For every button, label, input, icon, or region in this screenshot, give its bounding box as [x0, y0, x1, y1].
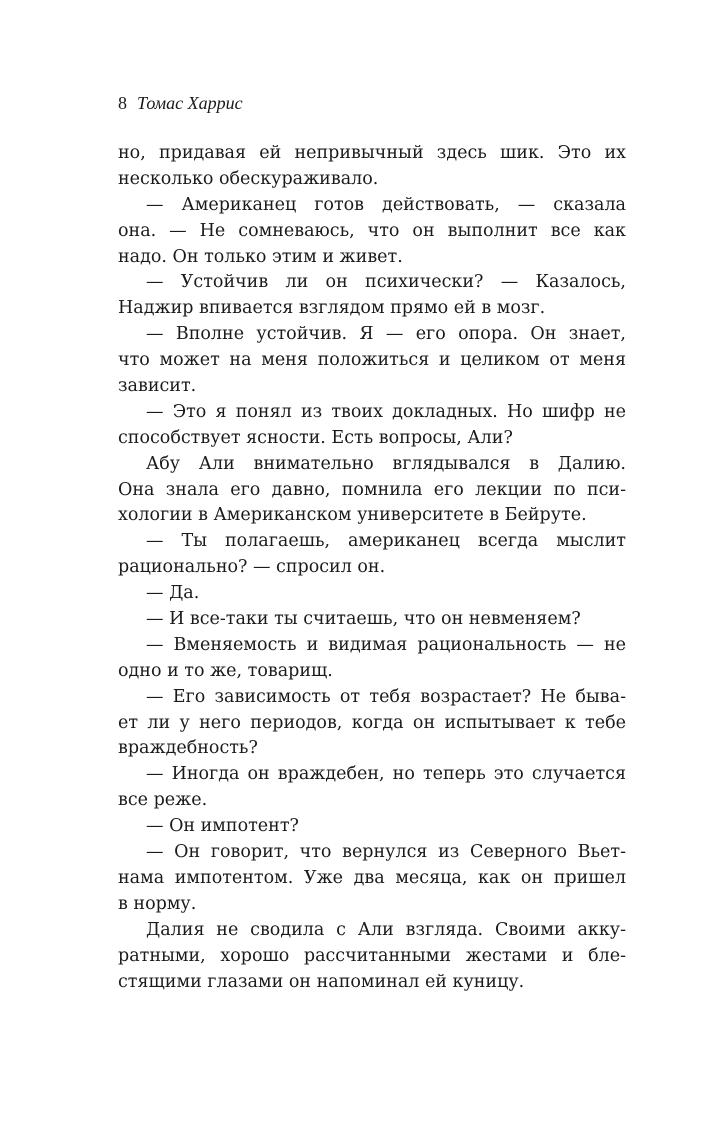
text-line: ратными, хорошо рассчитанными жестами и бле-	[118, 945, 626, 966]
text-line: стящими глазами он напоминал ей куницу.	[118, 971, 525, 992]
text-line: рационально? — спросил он.	[118, 557, 386, 578]
text-line: одно и то же, товарищ.	[118, 660, 333, 681]
text-line: в норму.	[118, 893, 197, 914]
text-line: — Иногда он враждебен, но теперь это случается	[146, 764, 626, 785]
text-line: Она знала его давно, помнила его лекции по пси-	[118, 479, 626, 500]
text-line: — Вменяемость и видимая рациональность — не	[146, 634, 626, 655]
text-line: — Он говорит, что вернулся из Северного Вьет-	[146, 842, 626, 863]
text-line: — Да.	[146, 583, 200, 604]
text-line: несколько обескураживало.	[118, 168, 379, 189]
text-line: все реже.	[118, 790, 208, 811]
text-line: — Вполне устойчив. Я — его опора. Он знает,	[146, 324, 626, 345]
text-line: — Это я понял из твоих докладных. Но шифр не	[146, 401, 626, 422]
text-line: — И все-таки ты считаешь, что он невменяем?	[146, 609, 581, 630]
text-line: — Он импотент?	[146, 816, 299, 837]
text-line: хологии в Американском университете в Бейруте.	[118, 505, 587, 526]
text-line: зависит.	[118, 376, 197, 397]
text-line: — Ты полагаешь, американец всегда мыслит	[146, 531, 626, 552]
text-line: что может на меня положиться и целиком от меня	[118, 350, 626, 371]
text-line: но, придавая ей непривычный здесь шик. Это их	[118, 143, 626, 163]
text-line: Наджир впивается взглядом прямо ей в мозг.	[118, 298, 546, 319]
running-header	[118, 92, 243, 115]
text-line: Абу Али внимательно вглядывался в Далию.	[146, 453, 626, 474]
text-line: — Его зависимость от тебя возрастает? Не быва-	[146, 686, 626, 707]
text-line: враждебность?	[118, 738, 258, 759]
running-head-author: Томас Харрис	[137, 93, 243, 113]
text-line: надо. Он только этим и живет.	[118, 246, 403, 267]
text-line: способствует ясности. Есть вопросы, Али?	[118, 427, 513, 448]
text-line: — Устойчив ли он психически? — Казалось,	[146, 272, 626, 293]
body-text	[118, 141, 626, 995]
page-number: 8	[118, 93, 127, 113]
text-line: она. — Не сомневаюсь, что он выполнит все как	[118, 220, 626, 241]
text-line: нама импотентом. Уже два месяца, как он пришел	[118, 867, 626, 888]
text-line: — Американец готов действовать, — сказала	[146, 194, 626, 215]
text-line: ет ли у него периодов, когда он испытывает к тебе	[118, 712, 626, 733]
text-line: Далия не сводила с Али взгляда. Своими акку-	[146, 919, 626, 940]
